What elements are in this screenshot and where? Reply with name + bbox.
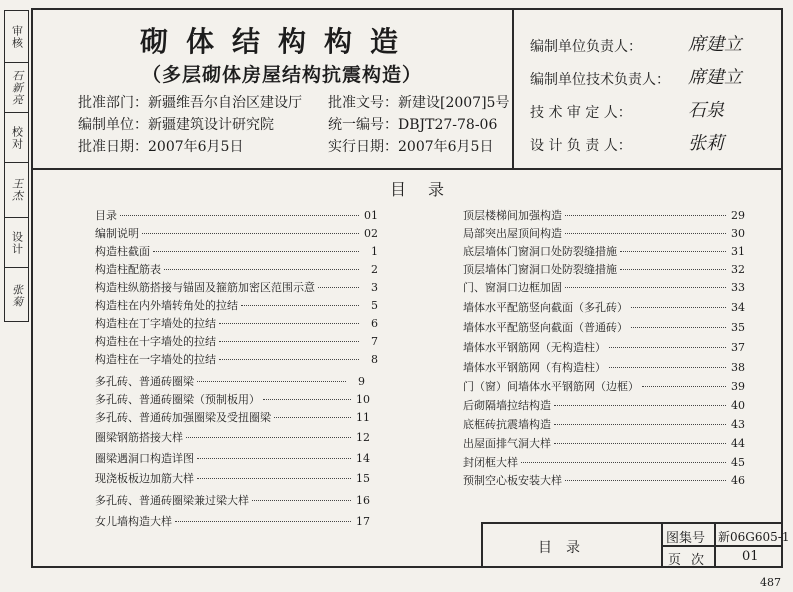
resp-signature-approver: 石泉 [688,100,724,121]
toc-leader [197,478,351,479]
strip-signature-design: 张菊 [10,283,24,308]
approval-doc-label: 批准文号： [328,95,398,111]
toc-leader [252,500,351,501]
toc-leader [142,233,359,234]
toc-entry-title: 门（窗）间墙体水平钢筋网（边框） [463,380,639,393]
resp-signature-tech-head: 席建立 [688,67,742,88]
toc-entry-page: 11 [356,411,370,424]
toc-entry-page: 37 [731,341,745,354]
resp-label-tech-head: 编制单位技术负责人： [530,72,670,88]
toc-leader [554,424,726,425]
toc-entry-page: 1 [371,245,378,258]
toc-entry[interactable] [95,315,378,329]
unified-no-row [328,114,497,134]
toc-entry-page: 40 [731,399,745,412]
strip-cell-design-name [5,268,28,323]
toc-entry-title: 墙体水平钢筋网（无构造柱） [463,341,606,354]
toc-entry[interactable] [95,225,378,239]
toc-entry-title: 墙体水平钢筋网（有构造柱） [463,361,606,374]
toc-entry-title: 局部突出屋顶间构造 [463,227,562,240]
toc-entry-title: 多孔砖、普通砖加强圈梁及受扭圈梁 [95,411,271,424]
strip-signature-review: 石新亮 [10,69,24,106]
strip-cell-review [5,11,28,63]
toc-leader [318,287,359,288]
toc-entry[interactable] [95,373,365,387]
strip-cell-check [5,113,28,163]
toc-entry-page: 45 [731,456,745,469]
toc-entry-title: 底框砖抗震墙构造 [463,418,551,431]
toc-entry[interactable] [463,435,745,449]
toc-entry-title: 预制空心板安装大样 [463,474,562,487]
toc-entry[interactable] [95,470,370,484]
toc-leader [609,347,726,348]
toc-entry-title: 编制说明 [95,227,139,240]
toc-entry[interactable] [95,261,378,275]
toc-entry[interactable] [95,297,378,311]
toc-entry-page: 31 [731,245,745,258]
toc-entry-title: 墙体水平配筋竖向截面（多孔砖） [463,301,628,314]
toc-entry-title: 出屋面排气洞大样 [463,437,551,450]
effective-date-label: 实行日期： [328,139,398,155]
toc-entry-title: 构造柱在一字墙处的拉结 [95,353,216,366]
toc-entry[interactable] [463,454,745,468]
approval-dept-row [78,92,302,112]
toc-entry-page: 44 [731,437,745,450]
compiler-row [78,114,274,134]
approval-dept-label: 批准部门： [78,95,148,111]
toc-entry[interactable] [463,416,745,430]
toc-entry-title: 底层墙体门窗洞口处防裂缝措施 [463,245,617,258]
toc-entry-title: 封闭框大样 [463,456,518,469]
titleblock-sheet-title: 目录 [538,540,594,556]
toc-leader [521,462,726,463]
toc-entry-page: 6 [371,317,378,330]
resp-signature-unit-head: 席建立 [688,34,742,55]
toc-leader [120,215,359,216]
toc-entry-page: 9 [358,375,365,388]
toc-entry-title: 后砌隔墙拉结构造 [463,399,551,412]
toc-entry[interactable] [95,391,370,405]
effective-date-value: 2007年6月5日 [398,139,494,155]
toc-entry-title: 顶层楼梯间加强构造 [463,209,562,222]
toc-entry[interactable] [463,225,745,239]
toc-entry-page: 3 [371,281,378,294]
toc-entry[interactable] [463,359,745,373]
toc-leader [197,458,351,459]
toc-entry-page: 12 [356,431,370,444]
toc-entry-page: 29 [731,209,745,222]
resp-label-approver: 技 术 审 定 人： [530,105,632,121]
toc-leader [642,386,726,387]
strip-cell-review-name [5,63,28,113]
toc-leader [197,381,346,382]
toc-entry-page: 35 [731,321,745,334]
toc-entry-title: 构造柱在内外墙转角处的拉结 [95,299,238,312]
toc-leader [153,251,359,252]
toc-leader [219,341,359,342]
titleblock-page-number: 01 [742,549,759,564]
toc-entry-title: 圈梁遇洞口构造详图 [95,452,194,465]
toc-entry[interactable] [95,429,370,443]
titleblock-atlas-label: 图集号 [666,531,706,546]
toc-entry-title: 多孔砖、普通砖圈梁（预制板用） [95,393,260,406]
toc-leader [554,405,726,406]
header-divider [31,168,783,170]
toc-leader [609,367,726,368]
toc-entry-page: 32 [731,263,745,276]
titleblock-left-line [481,522,483,568]
toc-leader [631,307,726,308]
strip-cell-check-name [5,163,28,218]
approval-date-value: 2007年6月5日 [148,139,244,155]
toc-entry[interactable] [463,472,745,486]
toc-leader [263,399,351,400]
toc-entry[interactable] [95,450,370,464]
approval-date-label: 批准日期： [78,139,148,155]
toc-entry[interactable] [95,513,370,527]
strip-signature-check: 王杰 [10,178,24,202]
toc-leader [554,443,726,444]
toc-entry-page: 8 [371,353,378,366]
toc-entry-title: 墙体水平配筋竖向截面（普通砖） [463,321,628,334]
compiler-value: 新疆建筑设计研究院 [148,117,274,133]
toc-entry[interactable] [95,279,378,293]
toc-entry-page: 14 [356,452,370,465]
toc-entry[interactable] [95,351,378,365]
toc-entry[interactable] [95,492,370,506]
approval-date-row [78,136,243,156]
toc-entry-title: 多孔砖、普通砖圈梁 [95,375,194,388]
resp-label-designer: 设 计 负 责 人： [530,138,632,154]
approval-dept-value: 新疆维吾尔自治区建设厅 [148,95,302,111]
toc-entry[interactable] [95,207,378,221]
toc-entry-page: 10 [356,393,370,406]
toc-leader [164,269,359,270]
titleblock-page-label: 页次 [668,553,715,568]
toc-entry-page: 5 [371,299,378,312]
toc-entry[interactable] [463,279,745,293]
toc-leader [565,233,726,234]
toc-entry-page: 38 [731,361,745,374]
toc-entry-page: 46 [731,474,745,487]
toc-entry-title: 多孔砖、普通砖圈梁兼过梁大样 [95,494,249,507]
toc-entry-title: 构造柱在十字墙处的拉结 [95,335,216,348]
toc-entry-page: 15 [356,472,370,485]
unified-no-value: DBJT27-78-06 [398,117,498,133]
strip-label-design: 设计 [10,230,24,255]
resp-signature-designer: 张莉 [688,133,724,154]
resp-label-unit-head: 编制单位负责人： [530,39,642,55]
toc-entry[interactable] [95,243,378,257]
toc-leader [274,417,351,418]
approval-doc-row [328,92,509,112]
effective-date-row [328,136,493,156]
toc-leader [219,359,359,360]
toc-entry[interactable] [463,378,745,392]
toc-leader [631,327,726,328]
toc-entry-page: 34 [731,301,745,314]
strip-label-check: 校对 [10,125,24,150]
strip-label-review: 审核 [10,24,24,49]
toc-entry-page: 7 [371,335,378,348]
toc-entry[interactable] [463,397,745,411]
compiler-label: 编制单位： [78,117,148,133]
toc-entry-title: 构造柱配筋表 [95,263,161,276]
toc-leader [219,323,359,324]
toc-entry[interactable] [463,207,745,221]
toc-leader [620,251,726,252]
toc-entry[interactable] [463,261,745,275]
toc-entry-title: 圈梁钢筋搭接大样 [95,431,183,444]
toc-entry-page: 17 [356,515,370,528]
toc-entry-title: 构造柱纵筋搭接与锚固及箍筋加密区范围示意 [95,281,315,294]
approval-doc-value: 新建设[2007]5号 [398,95,510,111]
toc-entry-title: 构造柱在丁字墙处的拉结 [95,317,216,330]
toc-leader [565,480,726,481]
toc-entry[interactable] [463,243,745,257]
toc-leader [186,437,351,438]
toc-leader [565,287,726,288]
toc-entry-page: 02 [364,227,378,240]
page-subtitle: （多层砌体房屋结构抗震构造） [142,64,423,86]
toc-entry-title: 女儿墙构造大样 [95,515,172,528]
toc-entry[interactable] [463,319,745,333]
toc-leader [620,269,726,270]
toc-entry-title: 门、窗洞口边框加固 [463,281,562,294]
toc-entry-page: 16 [356,494,370,507]
toc-entry-page: 39 [731,380,745,393]
titleblock-atlas-number: 新06G605-1 [718,530,790,544]
toc-entry-title: 现浇板板边加筋大样 [95,472,194,485]
toc-entry-page: 43 [731,418,745,431]
unified-no-label: 统一编号： [328,117,398,133]
toc-entry-page: 01 [364,209,378,222]
toc-entry-page: 33 [731,281,745,294]
toc-leader [241,305,359,306]
toc-entry-title: 顶层墙体门窗洞口处防裂缝措施 [463,263,617,276]
header-vertical-divider [512,8,514,169]
toc-entry-page: 30 [731,227,745,240]
strip-cell-design [5,218,28,268]
toc-entry[interactable] [95,409,370,423]
toc-entry[interactable] [463,299,745,313]
titleblock-top-line [481,522,783,524]
toc-entry-page: 2 [371,263,378,276]
toc-entry[interactable] [95,333,378,347]
toc-entry-title: 构造柱截面 [95,245,150,258]
page-number: 487 [760,576,781,589]
toc-heading: 目录 [390,180,467,199]
page-title: 砌体结构构造 [140,25,417,58]
toc-leader [565,215,726,216]
toc-entry[interactable] [463,339,745,353]
toc-entry-title: 目录 [95,209,117,222]
toc-leader [175,521,351,522]
left-signature-strip [4,10,29,322]
